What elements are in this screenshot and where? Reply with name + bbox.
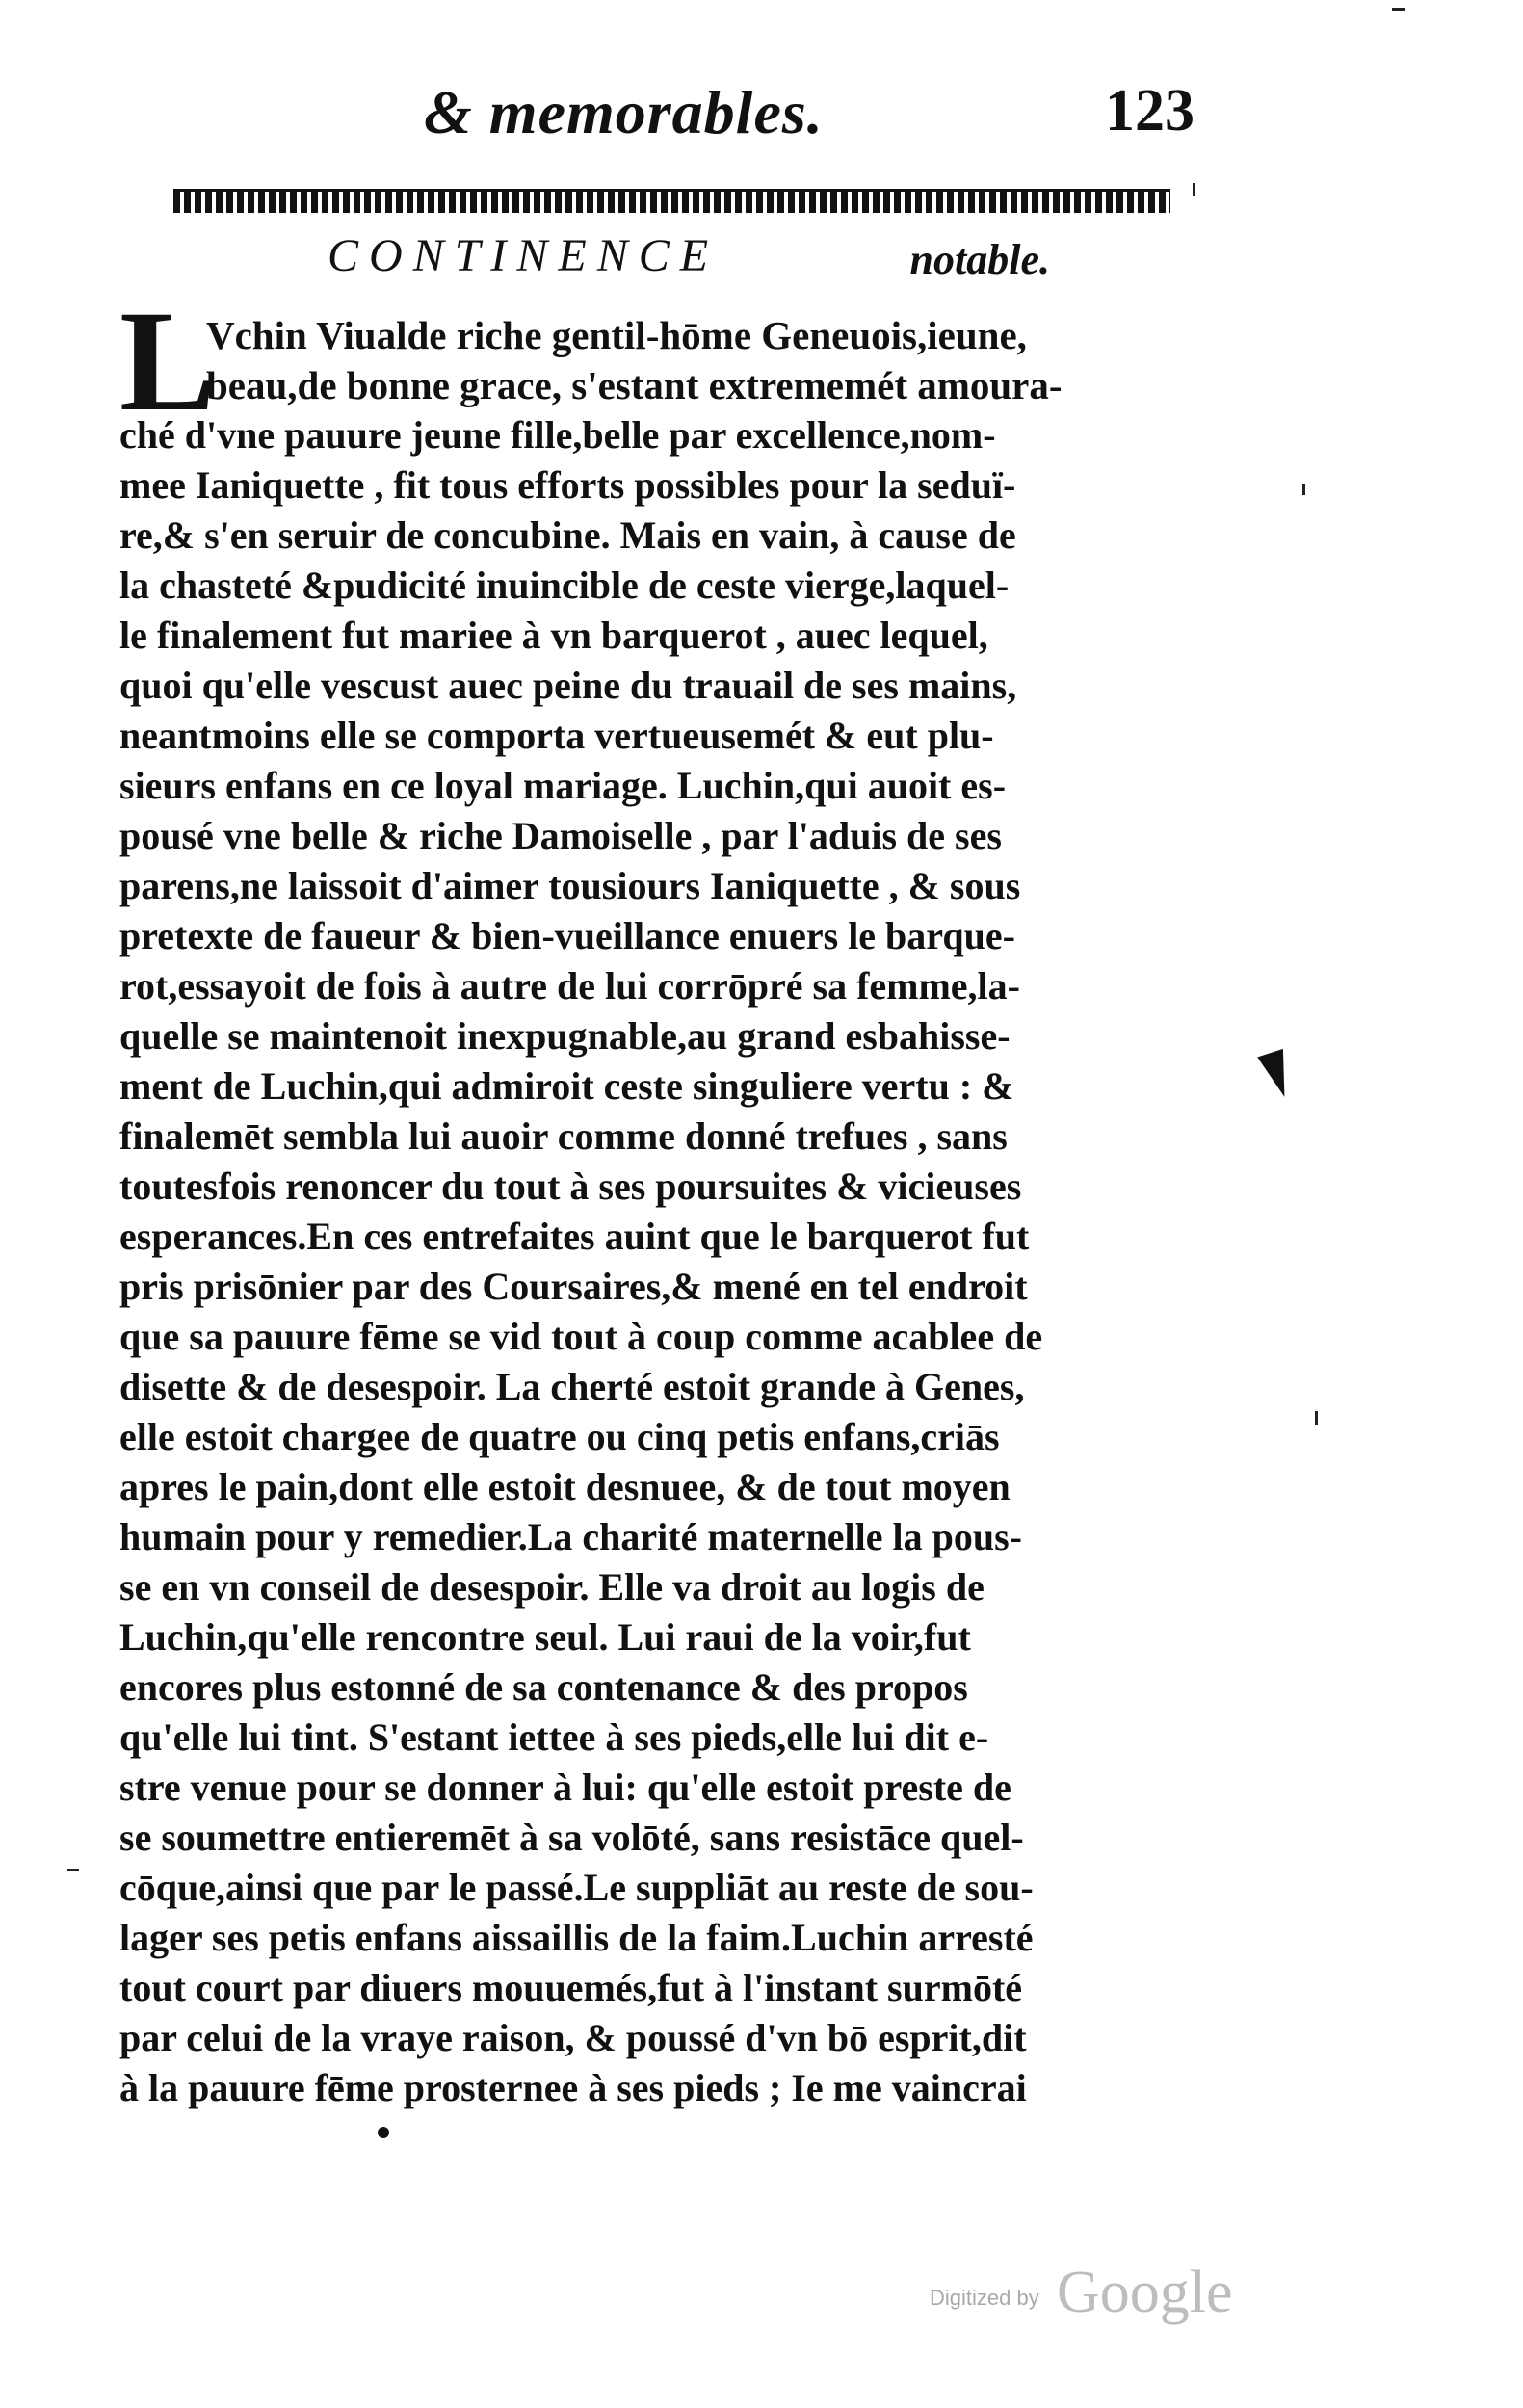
digitized-by-text: Digitized by: [930, 2286, 1039, 2310]
text-line: pousé vne belle & riche Damoiselle , par l'aduis de ses: [119, 814, 1002, 857]
text-line: quoi qu'elle vescust auec peine du trauail de ses mains,: [119, 664, 1017, 707]
stray-mark: [1193, 183, 1195, 196]
stray-mark: [67, 1869, 79, 1871]
text-line: qu'elle lui tint. S'estant iettee à ses pieds,elle lui dit e-: [119, 1715, 989, 1759]
stray-mark: [1315, 1411, 1318, 1425]
text-line: finalemēt sembla lui auoir comme donné trefues , sans: [119, 1114, 1008, 1158]
text-line: la chasteté &pudicité inuincible de ceste vierge,laquel-: [119, 563, 1010, 607]
section-heading: [328, 229, 1079, 287]
text-line: se soumettre entieremēt à sa volōté, sans resistāce quel-: [119, 1816, 1024, 1859]
text-line: cōque,ainsi que par le passé.Le suppliāt au reste de sou-: [119, 1866, 1034, 1909]
text-line: par celui de la vraye raison, & poussé d'vn bō esprit,dit: [119, 2016, 1027, 2059]
text-line: ché d'vne pauure jeune fille,belle par excellence,nom-: [119, 413, 996, 457]
heading-main: CONTINENCE: [328, 230, 720, 281]
text-line: à la pauure fēme prosternee à ses pieds ; Ie me vaincrai: [119, 2066, 1027, 2109]
digitized-watermark: [930, 2259, 1315, 2336]
text-line: sieurs enfans en ce loyal mariage. Luchin,qui auoit es-: [119, 764, 1007, 807]
text-line: re,& s'en seruir de concubine. Mais en vain, à cause de: [119, 513, 1016, 557]
text-line: disette & de desespoir. La cherté estoit grande à Genes,: [119, 1365, 1025, 1408]
text-line: toutesfois renoncer du tout à ses poursuites & vicieuses: [119, 1165, 1022, 1208]
text-line: apres le pain,dont elle estoit desnuee, & de tout moyen: [119, 1465, 1011, 1508]
text-line: quelle se maintenoit inexpugnable,au grand esbahisse-: [119, 1014, 1011, 1058]
text-line: neantmoins elle se comporta vertueusemét & eut plu-: [119, 714, 994, 757]
text-line: tout court par diuers mouuemés,fut à l'instant surmōté: [119, 1966, 1023, 2009]
text-line: esperances.En ces entrefaites auint que le barquerot fut: [119, 1215, 1030, 1258]
text-line: que sa pauure fēme se vid tout à coup comme acablee de: [119, 1315, 1043, 1358]
ornamental-rule: [173, 189, 1170, 213]
ink-dot: [378, 2127, 389, 2138]
google-logo: Google: [1057, 2260, 1233, 2325]
ink-smudge: [1257, 1049, 1297, 1101]
text-line: parens,ne laissoit d'aimer tousiours Ianiquette , & sous: [119, 864, 1021, 907]
drop-cap: L: [119, 281, 217, 441]
text-line: lager ses petis enfans aissaillis de la faim.Luchin arresté: [119, 1916, 1034, 1959]
text-line: se en vn conseil de desespoir. Elle va droit au logis de: [119, 1565, 985, 1609]
text-line: humain pour y remedier.La charité maternelle la pous-: [119, 1515, 1022, 1558]
stray-mark: [1392, 8, 1405, 11]
text-line: pris prisōnier par des Coursaires,& mené en tel endroit: [119, 1265, 1028, 1308]
page-number: 123: [1105, 78, 1195, 144]
text-line: elle estoit chargee de quatre ou cinq petis enfans,criās: [119, 1415, 1000, 1458]
heading-sub: notable.: [909, 236, 1050, 283]
text-line: beau,de bonne grace, s'estant extrememét amoura-: [206, 363, 1063, 407]
text-line: Vchin Viualde riche gentil-hōme Geneuois,ieune,: [206, 313, 1027, 357]
text-line: encores plus estonné de sa contenance & des propos: [119, 1665, 968, 1709]
running-head: [424, 77, 1195, 164]
text-line: pretexte de faueur & bien-vueillance enuers le barque-: [119, 914, 1015, 957]
text-line: mee Ianiquette , fit tous efforts possibles pour la seduï-: [119, 463, 1016, 507]
stray-mark: [1302, 484, 1305, 495]
running-title: & memorables.: [424, 78, 824, 146]
text-line: stre venue pour se donner à lui: qu'elle estoit preste de: [119, 1766, 1011, 1809]
text-line: Luchin,qu'elle rencontre seul. Lui raui de la voir,fut: [119, 1615, 971, 1659]
text-line: rot,essayoit de fois à autre de lui corrōpré sa femme,la-: [119, 964, 1020, 1008]
text-line: ment de Luchin,qui admiroit ceste singuliere vertu : &: [119, 1064, 1014, 1108]
text-line: le finalement fut mariee à vn barquerot , auec lequel,: [119, 614, 988, 657]
